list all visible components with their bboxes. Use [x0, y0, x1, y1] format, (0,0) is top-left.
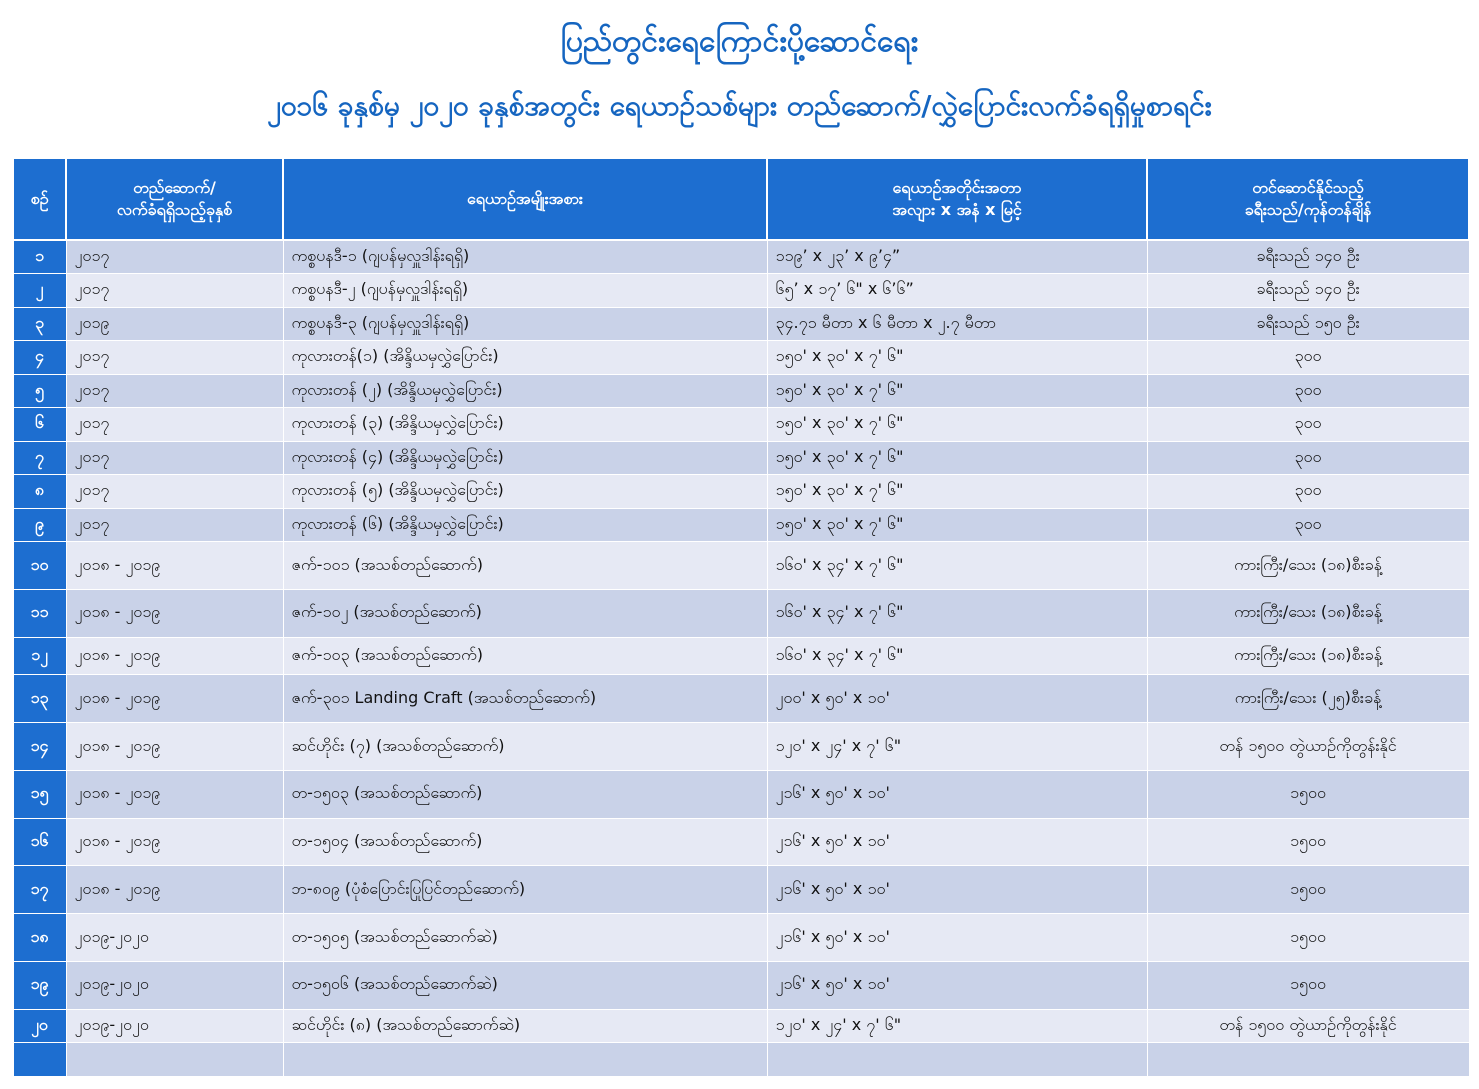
cell-dimensions: ၁၅၀' x ၃၀' x ၇' ၆"	[767, 441, 1147, 475]
cell-type: ကုလားတန် (၅) (အိန္ဒိယမှလွှဲပြောင်း)	[283, 475, 767, 509]
cell-type: တ-၁၅၀၅ (အသစ်တည်ဆောက်ဆဲ)	[283, 914, 767, 962]
header-type: ရေယာဉ်အမျိုးအစား	[283, 158, 767, 240]
cell-dimensions: ၂၁၆' x ၅၀' x ၁၀'	[767, 962, 1147, 1010]
header-dimensions-line1: ရေယာဉ်အတိုင်းအတာ	[892, 178, 1022, 197]
cell-type: တ-၁၅၀၆ (အသစ်တည်ဆောက်ဆဲ)	[283, 962, 767, 1010]
cell-dimensions: ၂၁၆' x ၅၀' x ၁၀'	[767, 818, 1147, 866]
table-row	[13, 341, 1469, 375]
cell-type: ဇက်-၁၀၃ (အသစ်တည်ဆောက်)	[283, 637, 767, 675]
cell-capacity: တန် ၁၅၀၀ တွဲယာဉ်ကိုတွန်းနိုင်	[1147, 723, 1469, 771]
header-capacity-line2: ခရီးသည်/ကုန်တန်ချိန်	[1244, 200, 1372, 219]
cell-year: ၂၀၁၇	[66, 408, 283, 442]
cell-sr: ၄	[13, 341, 66, 375]
table-row	[13, 866, 1469, 914]
page-subtitle: ၂၀၁၆ ခုနှစ်မှ ၂၀၂၀ ခုနှစ်အတွင်း ရေယာဉ်သစ်များ တည်ဆောက်/လွှဲပြောင်းလက်ခံရရှိမှုစာရင်း	[267, 89, 1212, 122]
cell-capacity: ကားကြီး/သေး (၂၅)စီးခန့်	[1147, 675, 1469, 723]
cell-capacity: ၃၀၀	[1147, 408, 1469, 442]
cell-sr	[13, 1043, 66, 1077]
cell-year: ၂၀၁၉	[66, 307, 283, 341]
cell-type: ကုလားတန် (၂) (အိန္ဒိယမှလွှဲပြောင်း)	[283, 374, 767, 408]
cell-capacity: ခရီးသည် ၁၄၀ ဦး	[1147, 240, 1469, 274]
table-row	[13, 475, 1469, 509]
cell-year: ၂၀၁၈ - ၂၀၁၉	[66, 590, 283, 638]
cell-type: ကစ္စပနဒီ-၂ (ဂျပန်မှလှူဒါန်းရရှိ)	[283, 274, 767, 308]
cell-sr: ၁၁	[13, 590, 66, 638]
cell-sr: ၁၈	[13, 914, 66, 962]
cell-sr: ၂	[13, 274, 66, 308]
cell-type: တ-၁၅၀၃ (အသစ်တည်ဆောက်)	[283, 770, 767, 818]
header-capacity	[1147, 158, 1469, 240]
cell-sr: ၁၂	[13, 637, 66, 675]
cell-dimensions: ၁၅၀' x ၃၀' x ၇' ၆"	[767, 508, 1147, 542]
cell-dimensions: ၁၂၀' x ၂၄' x ၇' ၆"	[767, 1009, 1147, 1043]
header-year	[66, 158, 283, 240]
table-row	[13, 408, 1469, 442]
cell-year: ၂၀၁၇	[66, 240, 283, 274]
cell-capacity	[1147, 1043, 1469, 1077]
cell-type: ဆင်ဟိုင်း (၇) (အသစ်တည်ဆောက်)	[283, 723, 767, 771]
cell-type: ဆင်ဟိုင်း (၈) (အသစ်တည်ဆောက်ဆဲ)	[283, 1009, 767, 1043]
cell-dimensions: ၃၄.၇၁ မီတာ x ၆ မီတာ x ၂.၇ မီတာ	[767, 307, 1147, 341]
cell-dimensions: ၂၁၆' x ၅၀' x ၁၀'	[767, 866, 1147, 914]
cell-sr: ၁၇	[13, 866, 66, 914]
cell-dimensions: ၂၀၀' x ၅၀' x ၁၀'	[767, 675, 1147, 723]
cell-dimensions: ၁၅၀' x ၃၀' x ၇' ၆"	[767, 374, 1147, 408]
cell-sr: ၁၀	[13, 542, 66, 590]
table-body	[13, 240, 1469, 1077]
table-row	[13, 1043, 1469, 1077]
cell-sr: ၉	[13, 508, 66, 542]
cell-year: ၂၀၁၉-၂၀၂၀	[66, 914, 283, 962]
cell-capacity: ၃၀၀	[1147, 374, 1469, 408]
cell-dimensions: ၁၆၀' x ၃၄' x ၇' ၆"	[767, 542, 1147, 590]
cell-year: ၂၀၁၈ - ၂၀၁၉	[66, 866, 283, 914]
cell-sr: ၆	[13, 408, 66, 442]
table-row	[13, 1009, 1469, 1043]
cell-capacity: ကားကြီး/သေး (၁၈)စီးခန့်	[1147, 590, 1469, 638]
cell-year: ၂၀၁၇	[66, 374, 283, 408]
cell-dimensions: ၁၂၀' x ၂၄' x ၇' ၆"	[767, 723, 1147, 771]
cell-sr: ၁၄	[13, 723, 66, 771]
cell-capacity: ခရီးသည် ၁၅၀ ဦး	[1147, 307, 1469, 341]
cell-dimensions	[767, 1043, 1147, 1077]
cell-capacity: ကားကြီး/သေး (၁၈)စီးခန့်	[1147, 637, 1469, 675]
cell-year: ၂၀၁၈ - ၂၀၁၉	[66, 637, 283, 675]
cell-year: ၂၀၁၈ - ၂၀၁၉	[66, 770, 283, 818]
cell-dimensions: ၁၅၀' x ၃၀' x ၇' ၆"	[767, 475, 1147, 509]
cell-dimensions: ၆၅’ x ၁၇’ ၆" x ၆’၆”	[767, 274, 1147, 308]
cell-year: ၂၀၁၉-၂၀၂၀	[66, 962, 283, 1010]
cell-sr: ၃	[13, 307, 66, 341]
cell-type: ကစ္စပနဒီ-၃ (ဂျပန်မှလှူဒါန်းရရှိ)	[283, 307, 767, 341]
cell-year: ၂၀၁၈ - ၂၀၁၉	[66, 542, 283, 590]
cell-sr: ၁	[13, 240, 66, 274]
cell-capacity: တန် ၁၅၀၀ တွဲယာဉ်ကိုတွန်းနိုင်	[1147, 1009, 1469, 1043]
cell-dimensions: ၁၅၀' x ၃၀' x ၇' ၆"	[767, 341, 1147, 375]
cell-type	[283, 1043, 767, 1077]
cell-capacity: ၁၅၀၀	[1147, 962, 1469, 1010]
table-row	[13, 307, 1469, 341]
cell-type: ဇက်-၁၀၁ (အသစ်တည်ဆောက်)	[283, 542, 767, 590]
cell-year: ၂၀၁၈ - ၂၀၁၉	[66, 723, 283, 771]
cell-sr: ၂၀	[13, 1009, 66, 1043]
cell-year: ၂၀၁၇	[66, 341, 283, 375]
cell-dimensions: ၂၁၆' x ၅၀' x ၁၀'	[767, 914, 1147, 962]
cell-type: ဇက်-၃၀၁ Landing Craft (အသစ်တည်ဆောက်)	[283, 675, 767, 723]
cell-year: ၂၀၁၈ - ၂၀၁၉	[66, 818, 283, 866]
cell-capacity: ၃၀၀	[1147, 508, 1469, 542]
cell-sr: ၁၅	[13, 770, 66, 818]
table-row	[13, 770, 1469, 818]
cell-year	[66, 1043, 283, 1077]
table-row	[13, 441, 1469, 475]
cell-capacity: ၁၅၀၀	[1147, 818, 1469, 866]
header-row	[13, 158, 1469, 240]
cell-year: ၂၀၁၇	[66, 508, 283, 542]
table-row	[13, 818, 1469, 866]
page-title: ပြည်တွင်းရေကြောင်းပို့ဆောင်ရေး	[560, 24, 919, 59]
vessel-table	[12, 157, 1470, 1077]
cell-year: ၂၀၁၉-၂၀၂၀	[66, 1009, 283, 1043]
header-dimensions	[767, 158, 1147, 240]
cell-year: ၂၀၁၈ - ၂၀၁၉	[66, 675, 283, 723]
cell-type: ကုလားတန် (၆) (အိန္ဒိယမှလွှဲပြောင်း)	[283, 508, 767, 542]
cell-sr: ၁၆	[13, 818, 66, 866]
table-row	[13, 374, 1469, 408]
cell-type: ကစ္စပနဒီ-၁ (ဂျပန်မှလှူဒါန်းရရှိ)	[283, 240, 767, 274]
cell-capacity: ၃၀၀	[1147, 441, 1469, 475]
cell-capacity: ၃၀၀	[1147, 341, 1469, 375]
cell-dimensions: ၁၆၀' x ၃၄' x ၇' ၆"	[767, 590, 1147, 638]
cell-type: ကုလားတန်(၁) (အိန္ဒိယမှလွှဲပြောင်း)	[283, 341, 767, 375]
header-year-line2: လက်ခံရရှိသည့်ခုနှစ်	[116, 200, 233, 219]
cell-sr: ၇	[13, 441, 66, 475]
table-row	[13, 675, 1469, 723]
cell-type: ဇက်-၁၀၂ (အသစ်တည်ဆောက်)	[283, 590, 767, 638]
cell-type: ကုလားတန် (၄) (အိန္ဒိယမှလွှဲပြောင်း)	[283, 441, 767, 475]
table-row	[13, 723, 1469, 771]
cell-sr: ၈	[13, 475, 66, 509]
cell-year: ၂၀၁၇	[66, 274, 283, 308]
cell-capacity: ၃၀၀	[1147, 475, 1469, 509]
cell-type: တ-၁၅၀၄ (အသစ်တည်ဆောက်)	[283, 818, 767, 866]
cell-capacity: ခရီးသည် ၁၄၀ ဦး	[1147, 274, 1469, 308]
cell-sr: ၁၉	[13, 962, 66, 1010]
table-row	[13, 914, 1469, 962]
cell-capacity: ၁၅၀၀	[1147, 914, 1469, 962]
cell-year: ၂၀၁၇	[66, 441, 283, 475]
cell-year: ၂၀၁၇	[66, 475, 283, 509]
cell-dimensions: ၂၁၆' x ၅၀' x ၁၀'	[767, 770, 1147, 818]
table-row	[13, 590, 1469, 638]
table-row	[13, 637, 1469, 675]
cell-dimensions: ၁၅၀' x ၃၀' x ၇' ၆"	[767, 408, 1147, 442]
header-year-line1: တည်ဆောက်/	[133, 178, 216, 197]
cell-capacity: ၁၅၀၀	[1147, 770, 1469, 818]
cell-type: ဘ-၈၀၉ (ပုံစံပြောင်းပြုပြင်တည်ဆောက်)	[283, 866, 767, 914]
header-capacity-line1: တင်ဆောင်နိုင်သည့်	[1252, 178, 1364, 197]
header-sr: စဉ်	[13, 158, 66, 240]
cell-type: ကုလားတန် (၃) (အိန္ဒိယမှလွှဲပြောင်း)	[283, 408, 767, 442]
cell-dimensions: ၁၁၉’ x ၂၃’ x ၉’၄”	[767, 240, 1147, 274]
table-row	[13, 240, 1469, 274]
cell-capacity: ကားကြီး/သေး (၁၈)စီးခန့်	[1147, 542, 1469, 590]
table-row	[13, 274, 1469, 308]
table-row	[13, 508, 1469, 542]
cell-sr: ၁၃	[13, 675, 66, 723]
table-row	[13, 542, 1469, 590]
cell-capacity: ၁၅၀၀	[1147, 866, 1469, 914]
cell-sr: ၅	[13, 374, 66, 408]
cell-dimensions: ၁၆၀' x ၃၄' x ၇' ၆"	[767, 637, 1147, 675]
table-row	[13, 962, 1469, 1010]
header-dimensions-line2: အလျား x အနံ x မြင့်	[892, 200, 1022, 219]
